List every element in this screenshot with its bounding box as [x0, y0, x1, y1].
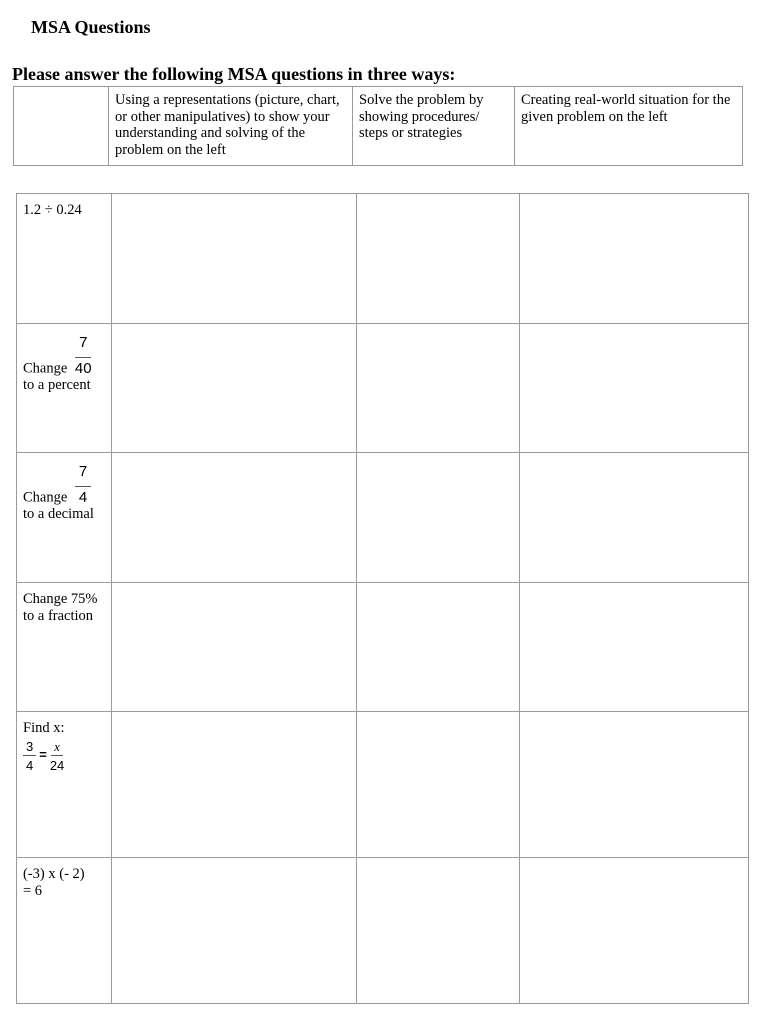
fraction-denominator: 4 — [26, 757, 34, 773]
answer-procedure-cell[interactable] — [357, 583, 520, 712]
answer-real-world-cell[interactable] — [520, 194, 749, 324]
answer-real-world-cell[interactable] — [520, 453, 749, 583]
answer-real-world-cell[interactable] — [520, 324, 749, 453]
question-cell — [17, 583, 112, 712]
fraction-numerator: x — [51, 739, 63, 756]
fraction — [23, 739, 36, 773]
answer-real-world-cell[interactable] — [520, 858, 749, 1004]
question-cell — [17, 712, 112, 858]
question-line: Change 75% — [23, 591, 98, 607]
answer-real-world-cell[interactable] — [520, 712, 749, 858]
question-text: 1.2 ÷ 0.24 — [23, 202, 82, 218]
question-row — [17, 858, 749, 1004]
answer-procedure-cell[interactable] — [357, 453, 520, 583]
question-cell — [17, 194, 112, 324]
question-row — [17, 583, 749, 712]
question-label: Find x: — [23, 720, 65, 736]
fraction — [75, 334, 92, 377]
header-real-world-cell: Creating real-world situation for the given problem on the left — [515, 87, 743, 166]
question-row — [17, 712, 749, 858]
header-representation-cell: Using a representations (picture, chart, or other manipulatives) to show your understanding and solving of the problem on the left — [109, 87, 353, 166]
fraction-numerator: 3 — [23, 739, 36, 756]
document-title: MSA Questions — [31, 17, 151, 37]
question-suffix: to a decimal — [23, 506, 94, 522]
question-row — [17, 453, 749, 583]
question-cell — [17, 324, 112, 453]
answer-representation-cell[interactable] — [112, 194, 357, 324]
answer-real-world-cell[interactable] — [520, 583, 749, 712]
header-table — [13, 86, 743, 166]
fraction-denominator: 40 — [74, 360, 92, 377]
answer-procedure-cell[interactable] — [357, 324, 520, 453]
fraction-numerator: 7 — [75, 334, 91, 358]
answer-representation-cell[interactable] — [112, 324, 357, 453]
equals-sign: = — [39, 747, 47, 763]
answer-procedure-cell[interactable] — [357, 858, 520, 1004]
header-row — [14, 87, 743, 166]
answer-representation-cell[interactable] — [112, 583, 357, 712]
fraction-denominator: 4 — [78, 489, 88, 506]
question-row — [17, 324, 749, 453]
question-table — [16, 193, 749, 1004]
question-line: = 6 — [23, 882, 43, 899]
question-line: to a fraction — [23, 607, 94, 624]
proportion-equation — [23, 739, 64, 773]
fraction — [50, 739, 64, 773]
question-cell — [17, 858, 112, 1004]
fraction — [75, 463, 91, 506]
fraction-numerator: 7 — [75, 463, 91, 487]
question-prefix: Change — [23, 360, 68, 377]
question-line: (-3) x (- 2) — [23, 866, 85, 882]
fraction-denominator: 24 — [49, 757, 65, 773]
header-procedure-cell: Solve the problem by showing procedures/ steps or strategies — [353, 87, 515, 166]
answer-representation-cell[interactable] — [112, 453, 357, 583]
instruction-text: Please answer the following MSA questions in three ways: — [12, 64, 456, 84]
answer-procedure-cell[interactable] — [357, 712, 520, 858]
question-suffix: to a percent — [23, 377, 91, 393]
header-blank-cell — [14, 87, 109, 166]
question-prefix: Change — [23, 489, 68, 506]
answer-representation-cell[interactable] — [112, 712, 357, 858]
question-cell — [17, 453, 112, 583]
answer-representation-cell[interactable] — [112, 858, 357, 1004]
answer-procedure-cell[interactable] — [357, 194, 520, 324]
question-row — [17, 194, 749, 324]
